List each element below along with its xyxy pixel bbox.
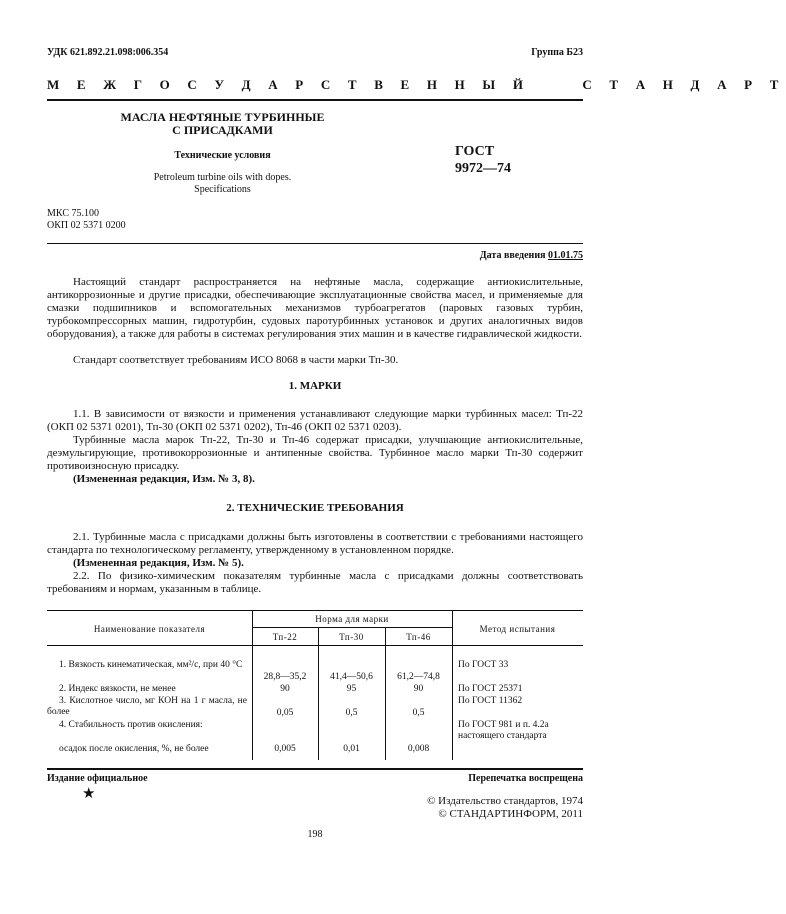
mks-code: МКС 75.100 <box>47 208 99 219</box>
clause-1-1: 1.1. В зависимости от вязкости и применения устанавливают следующие марки турбинных масел: Тп-22 (ОКП 02 5371 0201), Тп-30 (ОКП 02 5371 0202), Тп-46 (ОКП 02 5371 0203). <box>47 408 583 433</box>
copyright-1: © Издательство стандартов, 1974 <box>427 795 583 807</box>
table-row-1-v1: 28,8—35,2 <box>263 672 307 682</box>
change-note-1: (Измененная редакция, Изм. № 3, 8). <box>73 473 255 485</box>
reprint-notice: Перепечатка воспрещена <box>468 773 583 784</box>
table-row-5-name: осадок после окисления, %, не более <box>59 744 209 754</box>
table-row-1-name: 1. Вязкость кинематическая, мм²/с, при 40 °С <box>59 660 243 670</box>
copyright-2: © СТАНДАРТИНФОРМ, 2011 <box>438 808 583 820</box>
group-code: Группа Б23 <box>531 47 583 58</box>
table-row-1-v2: 41,4—50,6 <box>330 672 373 682</box>
intro-date <box>480 250 583 261</box>
table-row-2-method: По ГОСТ 25371 <box>458 684 523 694</box>
table-header-grade-2: Тп-30 <box>339 632 364 642</box>
official-edition: Издание официальное <box>47 773 148 784</box>
english-title-line-1: Petroleum turbine oils with dopes. <box>153 172 292 183</box>
header-rule <box>47 99 583 101</box>
table-row-5-v1: 0,005 <box>274 744 296 754</box>
clause-1-1-cont: Турбинные масла марок Тп-22, Тп-30 и Тп-46 содержат присадки, улучшающие антиокислительные, деэмульгирующие, противокоррозионные и антипенные свойства. Турбинное масло марки Тп-30 содержит противоизносную присадку. <box>47 434 583 472</box>
table-row-1-method: По ГОСТ 33 <box>458 660 509 670</box>
table-header-grade-1: Тп-22 <box>272 632 298 642</box>
table-row-3-method: По ГОСТ 11362 <box>458 696 523 706</box>
english-title <box>100 172 345 196</box>
gost-code: 9972—74 <box>455 161 511 176</box>
standard-kind: М Е Ж Г О С У Д А Р С Т В Е Н Н Ы Й С Т А Н Д А Р Т <box>47 77 786 92</box>
title-line-1: МАСЛА НЕФТЯНЫЕ ТУРБИННЫЕ <box>120 110 325 124</box>
copyright-block <box>427 795 583 821</box>
table-row-2-v2: 95 <box>346 684 357 694</box>
star-icon: ★ <box>82 786 96 802</box>
table-row-3-v1: 0,05 <box>276 708 294 718</box>
table-row-5-v2: 0,01 <box>343 744 360 754</box>
table-header-name: Наименование показателя <box>93 624 206 634</box>
clause-2-2: 2.2. По физико-химическим показателям турбинные масла с присадками должны соответствовать требованиям и нормам, указанным в таблице. <box>47 570 583 595</box>
footer-rule <box>47 768 583 770</box>
doc-subtitle: Технические условия <box>174 150 271 161</box>
table-row-3-v3: 0,5 <box>412 708 425 718</box>
intro-paragraph: Настоящий стандарт распространяется на нефтяные масла, содержащие антиокислительные, антикоррозионные и другие присадки, обеспечивающие эксплуатационные свойства масел, и применяемые для смазки подшипников и вспомогательных механизмов турбоагрегатов (паровых газовых турбин, турбокомпрессорных машин, гидротурбин, судовых паротурбинных установок и других аналогичных видов оборудования), а также для работы в системах регулирования этих машин и в качестве гидравлической жидкости. <box>47 276 583 340</box>
table-row-1-v3: 61,2—74,8 <box>397 672 440 682</box>
section-1-title: 1. МАРКИ <box>288 380 342 392</box>
gost-number <box>455 143 511 177</box>
table-row-2-name: 2. Индекс вязкости, не менее <box>59 684 176 694</box>
okp-code: ОКП 02 5371 0200 <box>47 220 126 231</box>
table-header-grade-3: Тп-46 <box>406 632 431 642</box>
intro-date-label: Дата введения <box>479 250 546 261</box>
udk-code: УДК 621.892.21.098:006.354 <box>47 47 169 58</box>
table-header-rule <box>47 645 583 646</box>
table-row-4-name: 4. Стабильность против окисления: <box>59 720 203 730</box>
gost-label: ГОСТ <box>455 144 495 159</box>
title-line-2: С ПРИСАДКАМИ <box>172 123 273 137</box>
table-row-3-v2: 0,5 <box>345 708 358 718</box>
intro-date-value: 01.01.75 <box>548 250 583 261</box>
english-title-line-2: Specifications <box>194 184 251 195</box>
table-row-2-v3: 90 <box>413 684 424 694</box>
divider-rule <box>47 243 583 244</box>
classification-codes <box>47 208 126 232</box>
table-row-4-method: По ГОСТ 981 и п. 4.2а настоящего стандарта <box>458 720 549 741</box>
table-header-method: Метод испытания <box>479 624 556 634</box>
table-top-rule <box>47 610 583 611</box>
table-header-sub-rule <box>252 627 452 628</box>
table-header-norm: Норма для марки <box>315 614 389 624</box>
table-row-5-v3: 0,008 <box>407 744 430 754</box>
page-number: 198 <box>307 829 323 840</box>
table-row-2-v1: 90 <box>280 684 290 694</box>
section-2-title: 2. ТЕХНИЧЕСКИЕ ТРЕБОВАНИЯ <box>226 502 404 514</box>
doc-title <box>100 111 345 137</box>
iso-paragraph: Стандарт соответствует требованиям ИСО 8068 в части марки Тп-30. <box>73 354 399 366</box>
table-row-3-name: 3. Кислотное число, мг КОН на 1 г масла, не более <box>47 696 247 717</box>
change-note-2: (Измененная редакция, Изм. № 5). <box>73 557 244 569</box>
clause-2-1: 2.1. Турбинные масла с присадками должны быть изготовлены в соответствии с требованиями настоящего стандарта по технологическому регламенту, утвержденному в установленном порядке. <box>47 531 583 556</box>
